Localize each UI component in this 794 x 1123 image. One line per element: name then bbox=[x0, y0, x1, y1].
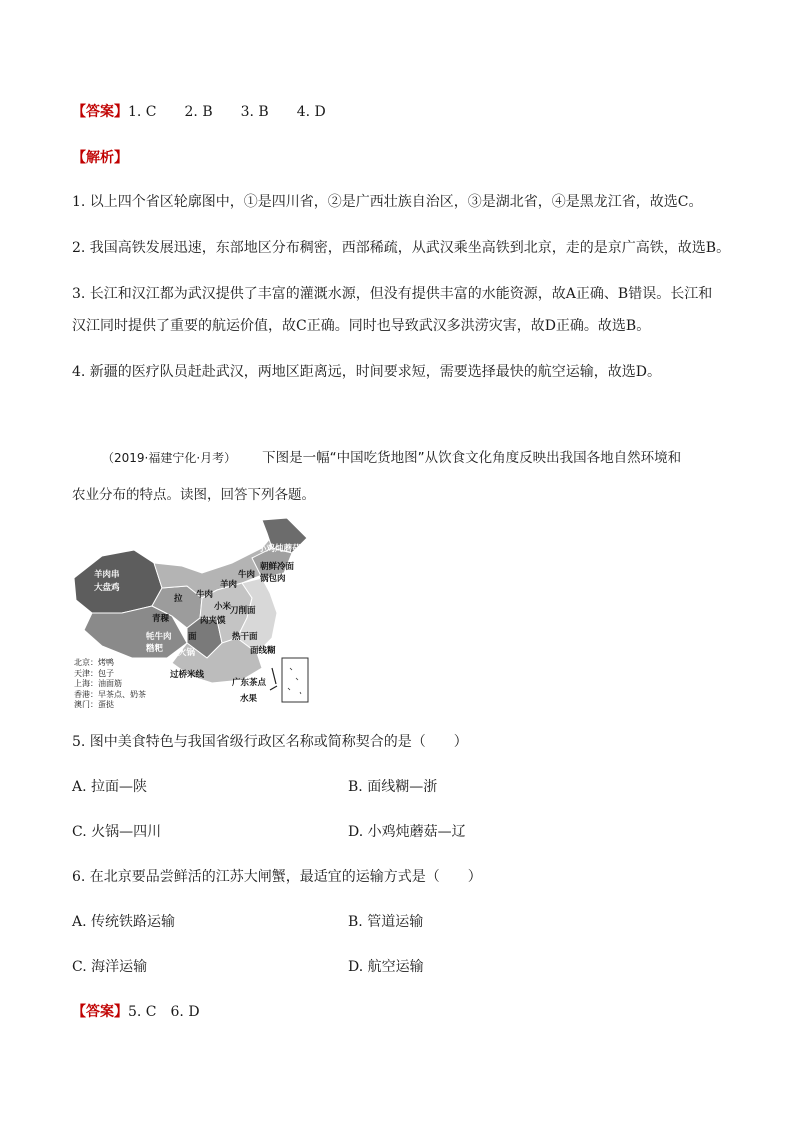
map-label: 牦牛肉 bbox=[146, 632, 172, 642]
question-5-stem: 5. 图中美食特色与我国省级行政区名称或简称契合的是（ ） bbox=[72, 734, 468, 750]
explanation-3a: 3. 长江和汉江都为武汉提供了丰富的灌溉水源，但没有提供丰富的水能资源，故A正确、B错误。长江和 bbox=[72, 286, 713, 302]
q5-option-d: D. 小鸡炖蘑菇—辽 bbox=[348, 824, 466, 840]
map-label: 小米 bbox=[214, 602, 232, 612]
map-label: 青稞 bbox=[152, 614, 170, 624]
intro-line-1: （2019·福建宁化·月考） 下图是一幅“中国吃货地图”从饮食文化角度反映出我国各地自然环境和 bbox=[102, 450, 682, 466]
map-label: 锅包肉 bbox=[260, 574, 286, 584]
explanation-1: 1. 以上四个省区轮廓图中，①是四川省，②是广西壮族自治区，③是湖北省，④是黑龙江省，故选C。 bbox=[72, 194, 703, 210]
map-label: 拉 bbox=[174, 594, 183, 604]
map-label: 羊肉 bbox=[220, 580, 238, 590]
question-intro bbox=[72, 440, 732, 514]
map-label: 过桥米线 bbox=[170, 670, 205, 680]
q6-option-d: D. 航空运输 bbox=[348, 959, 424, 975]
map-label: 广东茶点 bbox=[232, 678, 267, 688]
map-label: 热干面 bbox=[232, 632, 258, 642]
explanation-4: 4. 新疆的医疗队员赶赴武汉，两地区距离远，时间要求短，需要选择最快的航空运输，故选D。 bbox=[72, 364, 662, 380]
map-label: 牛肉 bbox=[196, 590, 214, 600]
intro-line-2: 农业分布的特点。读图，回答下列各题。 bbox=[72, 487, 315, 503]
q6-option-b: B. 管道运输 bbox=[348, 914, 424, 930]
map-label: 朝鲜冷面 bbox=[260, 562, 295, 572]
explanation-block bbox=[72, 186, 732, 388]
answer-label: 【答案】 bbox=[72, 104, 128, 120]
intro-source: （2019·福建宁化·月考） bbox=[102, 451, 237, 465]
explanation-2: 2. 我国高铁发展迅速，东部地区分布稠密，西部稀疏，从武汉乘坐高铁到北京，走的是京广高铁，故选B。 bbox=[72, 240, 731, 256]
map-label: 肉夹馍 bbox=[200, 616, 226, 626]
map-label: 火锅 bbox=[178, 648, 196, 658]
q5-option-b: B. 面线糊—浙 bbox=[348, 779, 438, 795]
map-label: 水果 bbox=[240, 694, 258, 704]
question-6-stem: 6. 在北京要品尝鲜活的江苏大闸蟹，最适宜的运输方式是（ ） bbox=[72, 869, 482, 885]
q6-option-a: A. 传统铁路运输 bbox=[72, 914, 176, 930]
q6-option-c: C. 海洋运输 bbox=[72, 959, 148, 975]
map-legend: 北京：烤鸭 天津：包子 上海：油面筋 香港：早茶点、奶茶 澳门：蛋挞 bbox=[74, 658, 146, 709]
answer-text: 5. C 6. D bbox=[128, 1004, 200, 1020]
answer-label: 【答案】 bbox=[72, 1004, 128, 1020]
map-label: 面 bbox=[188, 632, 197, 642]
map-label: 羊肉串 bbox=[94, 570, 120, 580]
map-label: 小鸡炖蘑菇 bbox=[258, 544, 301, 554]
answer-line-1 bbox=[72, 101, 326, 121]
map-label: 牛肉 bbox=[238, 570, 256, 580]
answer-text: 1. C 2. B 3. B 4. D bbox=[128, 104, 326, 120]
map-label: 刀削面 bbox=[230, 606, 256, 616]
map-label: 大盘鸡 bbox=[94, 583, 120, 593]
q5-option-c: C. 火锅—四川 bbox=[72, 824, 162, 840]
answer-line-2 bbox=[72, 1001, 200, 1021]
map-label: 面线糊 bbox=[250, 646, 276, 656]
explanation-3b: 汉江同时提供了重要的航运价值，故C正确。同时也导致武汉多洪涝灾害，故D正确。故选B。 bbox=[72, 318, 651, 334]
q5-option-a: A. 拉面—陕 bbox=[72, 779, 148, 795]
map-label: 糌粑 bbox=[146, 644, 164, 654]
analysis-label: 【解析】 bbox=[72, 150, 128, 166]
